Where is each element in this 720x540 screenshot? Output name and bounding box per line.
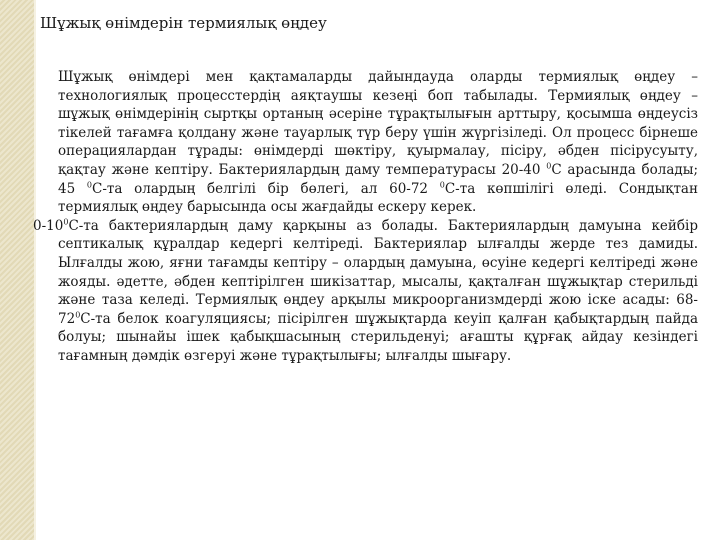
slide-body	[33, 68, 698, 366]
paragraph1-text-2: С арасында болады; 45	[58, 161, 698, 197]
paragraph1-text-3: С-та олардың белгілі бір бөлегі, ал 60-72	[92, 180, 440, 197]
paragraph1-text-1: Шұжық өнімдері мен қақтамаларды дайындауда оларды термиялық өңдеу – технологиялық процесстердің аяқтаушы кезеңі боп табылады. Термиялық өңдеу – шұжық өнімдерінің сыртқы ортаның әсеріне тұрақтылығын арттыру, қосымша өңдеусіз тікелей тағамға қолдану және тауарлық түр беру үшін жүргізіледі. Ол процесс бірнеше операциялардан тұрады: өнімдерді шөктіру, қуырмалау, пісіру, әбден пісірусуыту, қақтау және кептіру. Бактериялардың даму температурасы 20-40	[58, 69, 698, 178]
paragraph2-text-2: С-та бактериялардың даму қарқыны аз болады. Бактериялардың дамуына кейбір септикалық құралдар кедергі келтіреді. Бактериялар ылғалды жерде тез дамиды. Ылғалды жою, яғни тағамды кептіру – олардың дамуына, өсуіне кедергі келтіреді және жояды. әдетте, әбден кептірілген шикізаттар, мысалы, қақталған шұжықтар стерильді және таза келеді. Термиялық өңдеу арқылы микроорганизмдерді жою іске асады: 68-72	[58, 217, 698, 327]
paragraph1-text-4: С-та көпшілігі өледі. Сондықтан термиялық өңдеу барысында осы жағдайды ескеру керек.	[58, 180, 698, 216]
paragraph2-text-3: С-та белок коагуляциясы; пісірілген шұжықтарда кеуіп қалған қабықтардың пайда болуы; шынайы ішек қабықшасының стерильденуі; ағашты құрғақ айдау кезіндегі тағамның дәмдік өзгеруі және тұрақтылығы; ылғалды шығару.	[58, 310, 698, 364]
paragraph-bacteria-development	[33, 217, 698, 366]
degree-mark: 0	[439, 180, 445, 190]
decorative-left-band	[0, 0, 34, 540]
degree-mark: 0	[63, 217, 69, 227]
paragraph2-text-1: 0-10	[33, 217, 64, 234]
slide-title: Шұжық өнімдерін термиялық өңдеу	[40, 14, 327, 32]
paragraph-thermal-processing	[58, 68, 698, 217]
degree-mark: 0	[86, 180, 93, 190]
degree-mark: 0	[546, 161, 552, 171]
degree-mark: 0	[75, 310, 81, 320]
